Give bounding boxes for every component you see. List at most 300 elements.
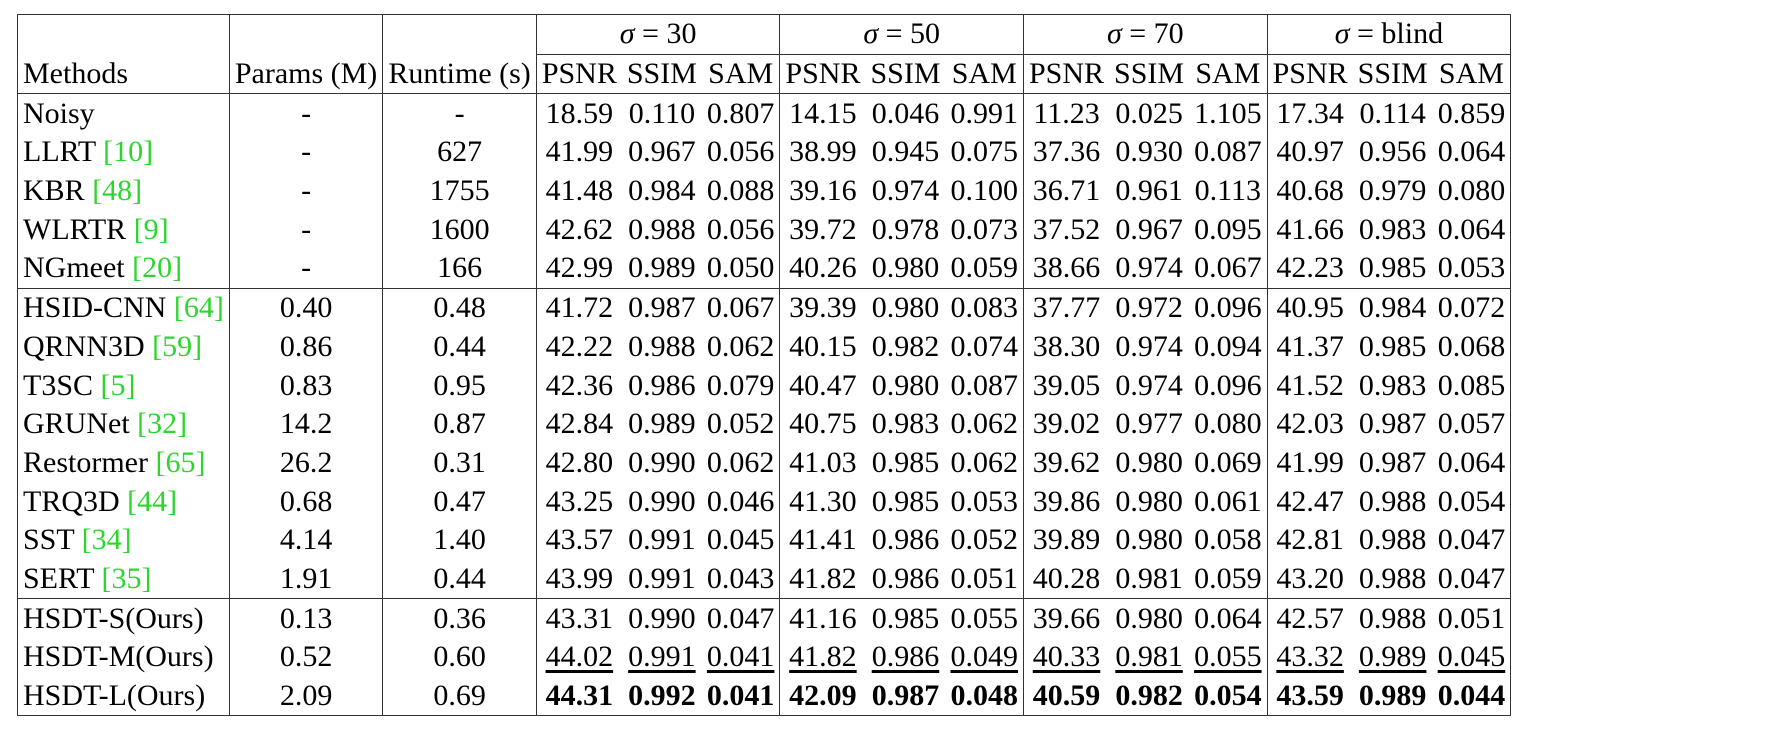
table-row [18, 172, 1511, 211]
citation-link[interactable]: [10] [103, 135, 154, 169]
runtime-cell: 627 [383, 133, 537, 172]
ssim-cell: 0.988 [1358, 523, 1427, 557]
sam-cell [946, 638, 1024, 677]
second-best-value: 0.981 [1115, 640, 1183, 674]
sam-cell: 0.051 [946, 560, 1024, 599]
second-best-value: 40.33 [1032, 640, 1101, 674]
method-name-cell [18, 599, 230, 638]
sam-cell: 0.113 [1189, 172, 1267, 211]
table-row [18, 328, 1511, 367]
params-cell: 0.40 [229, 288, 382, 327]
runtime-cell: 1.40 [383, 521, 537, 560]
second-best-value: 0.049 [950, 640, 1018, 674]
psnr-cell: 39.89 [1024, 521, 1110, 560]
citation-link[interactable]: [48] [92, 174, 143, 208]
second-best-value: 0.986 [871, 640, 940, 674]
ssim-cell: 0.984 [628, 174, 696, 208]
sam-cell: 0.094 [1189, 328, 1267, 367]
ssim-cell: 0.961 [1115, 174, 1183, 208]
second-best-value: 0.989 [1358, 640, 1427, 674]
psnr-cell: 14.15 [780, 94, 866, 133]
psnr-cell: 40.15 [780, 328, 866, 367]
second-best-value: 0.041 [706, 640, 775, 674]
sam-cell: 0.059 [946, 249, 1024, 288]
ssim-cell [1109, 638, 1189, 677]
psnr-cell: 39.72 [780, 210, 866, 249]
psnr-cell: 43.31 [536, 599, 622, 638]
psnr-cell: 42.03 [1267, 405, 1353, 444]
psnr-cell: 42.80 [536, 444, 622, 483]
ssim-cell: 0.974 [1115, 368, 1183, 402]
ssim-cell: 0.979 [1358, 174, 1427, 208]
method-name-cell [18, 328, 230, 367]
method-name: Restormer [23, 445, 156, 479]
header-psnr: PSNR [780, 54, 866, 94]
sam-cell: 0.064 [1433, 133, 1511, 172]
method-name-cell [18, 677, 230, 716]
ssim-cell: 0.990 [628, 484, 696, 518]
sam-cell: 0.073 [946, 210, 1024, 249]
ssim-cell: 0.988 [1353, 599, 1433, 638]
method-name-cell [18, 521, 230, 560]
ssim-cell [622, 638, 702, 677]
sam-cell: 0.074 [946, 328, 1024, 367]
sam-cell: 0.095 [1189, 210, 1267, 249]
psnr-cell: 39.86 [1024, 482, 1110, 521]
ssim-cell: 0.988 [1358, 561, 1427, 595]
second-best-value: 41.82 [789, 640, 857, 674]
second-best-value: 0.991 [628, 640, 696, 674]
ssim-cell: 0.980 [1115, 445, 1183, 479]
sam-cell: 0.047 [1433, 521, 1511, 560]
params-cell: 4.14 [229, 521, 382, 560]
sam-cell: 0.058 [1189, 521, 1267, 560]
sam-cell: 0.080 [1433, 172, 1511, 211]
citation-link[interactable]: [59] [152, 329, 203, 363]
runtime-cell: 1600 [383, 210, 537, 249]
method-name: SST [23, 523, 82, 557]
ssim-cell: 0.985 [865, 599, 945, 638]
runtime-cell: 0.44 [383, 560, 537, 599]
citation-link[interactable]: [20] [132, 251, 183, 285]
params-cell: 14.2 [229, 405, 382, 444]
sigma-value: = 50 [885, 17, 941, 51]
table-row [18, 210, 1511, 249]
sam-cell: 0.069 [1189, 444, 1267, 483]
sam-cell: 0.859 [1433, 94, 1511, 133]
params-cell: 0.68 [229, 482, 382, 521]
method-name-cell [18, 172, 230, 211]
runtime-cell: 0.87 [383, 405, 537, 444]
header-sigma-50 [780, 15, 1024, 55]
psnr-cell: 43.20 [1267, 560, 1353, 599]
sam-cell: 0.044 [1433, 677, 1511, 716]
header-empty-methods [18, 15, 230, 55]
sam-cell: 0.064 [1189, 599, 1267, 638]
ssim-cell: 0.989 [1353, 677, 1433, 716]
psnr-cell: 40.59 [1024, 677, 1110, 716]
psnr-cell: 43.57 [536, 521, 622, 560]
ssim-cell: 0.046 [865, 94, 945, 133]
ssim-cell: 0.991 [628, 561, 696, 595]
method-name: HSDT-S(Ours) [23, 601, 204, 635]
header-ssim: SSIM [1357, 57, 1428, 91]
header-ssim: SSIM [626, 57, 697, 91]
psnr-cell: 37.36 [1024, 133, 1110, 172]
ssim-cell: 0.980 [1115, 484, 1183, 518]
table-row [18, 444, 1511, 483]
sam-cell: 0.072 [1433, 288, 1511, 327]
psnr-cell: 42.99 [536, 249, 622, 288]
ssim-cell: 0.967 [1115, 212, 1183, 246]
header-psnr: PSNR [1024, 54, 1110, 94]
method-name-cell [18, 405, 230, 444]
psnr-cell: 37.52 [1024, 210, 1110, 249]
header-sigma-70 [1024, 15, 1268, 55]
method-name-cell [18, 560, 230, 599]
sam-cell: 0.067 [702, 288, 780, 327]
sam-cell: 0.055 [946, 599, 1024, 638]
psnr-cell: 41.99 [1267, 444, 1353, 483]
ssim-cell: 0.956 [1358, 135, 1427, 169]
sam-cell: 0.068 [1433, 328, 1511, 367]
ssim-cell: 0.986 [871, 523, 940, 557]
sam-cell [702, 638, 780, 677]
psnr-cell: 42.47 [1267, 482, 1353, 521]
sam-cell: 0.991 [946, 94, 1024, 133]
ssim-cell: 0.985 [1358, 329, 1427, 363]
psnr-cell: 41.37 [1267, 328, 1353, 367]
ssim-cell: 0.987 [865, 677, 945, 716]
ssim-cell: 0.985 [1358, 251, 1427, 285]
psnr-cell: 41.66 [1267, 210, 1353, 249]
sam-cell: 0.096 [1189, 288, 1267, 327]
runtime-cell: 0.48 [383, 288, 537, 327]
method-name-cell [18, 638, 230, 677]
ssim-cell: 0.990 [628, 445, 696, 479]
psnr-cell: 40.97 [1267, 133, 1353, 172]
citation-link[interactable]: [64] [173, 291, 224, 325]
ssim-cell: 0.985 [871, 484, 940, 518]
method-name: GRUNet [23, 407, 138, 441]
table-row [18, 521, 1511, 560]
sam-cell: 0.075 [946, 133, 1024, 172]
ssim-cell: 0.983 [1358, 212, 1427, 246]
sigma-symbol: σ [1334, 17, 1350, 51]
psnr-cell: 40.68 [1267, 172, 1353, 211]
ssim-cell: 0.974 [1115, 251, 1183, 285]
method-name: KBR [23, 174, 93, 208]
ssim-cell: 0.967 [628, 135, 696, 169]
ssim-cell: 0.983 [871, 407, 940, 441]
sam-cell: 0.064 [1433, 210, 1511, 249]
params-cell: 0.86 [229, 328, 382, 367]
method-name: Noisy [23, 96, 95, 130]
header-params: Params (M) [229, 54, 382, 94]
psnr-cell: 40.26 [780, 249, 866, 288]
psnr-cell: 39.05 [1024, 366, 1110, 405]
sigma-symbol: σ [619, 17, 635, 51]
ssim-cell: 0.988 [1358, 484, 1427, 518]
psnr-cell: 40.28 [1024, 560, 1110, 599]
ssim-cell: 0.980 [871, 368, 940, 402]
psnr-cell: 38.30 [1024, 328, 1110, 367]
params-cell: 26.2 [229, 444, 382, 483]
ssim-cell: 0.989 [628, 251, 696, 285]
sam-cell: 0.087 [1189, 133, 1267, 172]
psnr-cell: 41.52 [1267, 366, 1353, 405]
psnr-cell: 11.23 [1024, 94, 1110, 133]
sam-cell: 0.047 [702, 599, 780, 638]
params-cell: - [229, 210, 382, 249]
sam-cell: 0.807 [702, 94, 780, 133]
sam-cell: 0.052 [702, 405, 780, 444]
params-cell: 0.13 [229, 599, 382, 638]
params-cell: - [229, 172, 382, 211]
sam-cell: 0.054 [1433, 482, 1511, 521]
runtime-cell: - [383, 94, 537, 133]
sam-cell: 0.052 [946, 521, 1024, 560]
citation-link[interactable]: [32] [137, 407, 188, 441]
psnr-cell: 39.62 [1024, 444, 1110, 483]
header-row-sigma [18, 15, 1511, 55]
table-row [18, 366, 1511, 405]
ssim-cell: 0.987 [622, 288, 702, 327]
runtime-cell: 0.95 [383, 366, 537, 405]
sam-cell: 0.043 [702, 560, 780, 599]
method-name: SERT [23, 561, 102, 595]
sam-cell: 0.062 [702, 328, 780, 367]
ssim-cell: 0.977 [1115, 407, 1183, 441]
psnr-cell: 39.66 [1024, 599, 1110, 638]
sam-cell: 0.059 [1189, 560, 1267, 599]
table-row [18, 677, 1511, 716]
table-row [18, 599, 1511, 638]
method-name-cell [18, 366, 230, 405]
header-empty-runtime [383, 15, 537, 55]
header-methods: Methods [18, 54, 230, 94]
citation-link[interactable]: [65] [155, 445, 206, 479]
citation-link[interactable]: [35] [101, 561, 152, 595]
header-ssim: SSIM [1114, 57, 1185, 91]
params-cell: 0.52 [229, 638, 382, 677]
ssim-cell: 0.983 [1358, 368, 1427, 402]
table-row [18, 249, 1511, 288]
method-name: NGmeet [23, 251, 133, 285]
header-psnr: PSNR [1267, 54, 1353, 94]
runtime-cell: 0.60 [383, 638, 537, 677]
sigma-value: = 70 [1129, 17, 1184, 51]
method-name: QRNN3D [23, 329, 153, 363]
psnr-cell: 42.57 [1267, 599, 1353, 638]
ssim-cell: 0.989 [628, 407, 696, 441]
psnr-cell: 41.48 [536, 172, 622, 211]
second-best-value: 44.02 [545, 640, 614, 674]
ssim-cell: 0.974 [1115, 329, 1183, 363]
psnr-cell: 40.95 [1267, 288, 1353, 327]
sam-cell: 0.062 [946, 405, 1024, 444]
sam-cell: 0.050 [702, 249, 780, 288]
ssim-cell: 0.025 [1109, 94, 1189, 133]
sigma-symbol: σ [1106, 17, 1122, 51]
runtime-cell: 0.69 [383, 677, 537, 716]
params-cell: 2.09 [229, 677, 382, 716]
ssim-cell: 0.980 [865, 288, 945, 327]
sam-cell: 0.088 [702, 172, 780, 211]
sigma-value: = blind [1356, 17, 1444, 51]
ssim-cell: 0.981 [1115, 561, 1183, 595]
citation-link[interactable]: [5] [100, 368, 136, 402]
sam-cell [1433, 638, 1511, 677]
psnr-cell: 41.30 [780, 482, 866, 521]
psnr-cell: 43.59 [1267, 677, 1353, 716]
table-row [18, 288, 1511, 327]
psnr-cell: 39.16 [780, 172, 866, 211]
method-name: WLRTR [23, 212, 134, 246]
ssim-cell: 0.991 [628, 523, 696, 557]
ssim-cell: 0.980 [1109, 599, 1189, 638]
runtime-cell: 0.44 [383, 328, 537, 367]
method-name-cell [18, 482, 230, 521]
sam-cell: 0.096 [1189, 366, 1267, 405]
second-best-value: 0.055 [1194, 640, 1262, 674]
ssim-cell: 0.974 [871, 174, 940, 208]
method-name-cell [18, 210, 230, 249]
ssim-cell: 0.930 [1115, 135, 1183, 169]
header-sam: SAM [1189, 54, 1267, 94]
sam-cell: 0.067 [1189, 249, 1267, 288]
psnr-cell: 40.75 [780, 405, 866, 444]
sam-cell: 0.085 [1433, 366, 1511, 405]
psnr-cell: 42.09 [780, 677, 866, 716]
sam-cell [1189, 638, 1267, 677]
table-row [18, 560, 1511, 599]
ssim-cell: 0.110 [622, 94, 702, 133]
runtime-cell: 0.47 [383, 482, 537, 521]
citation-link[interactable]: [9] [133, 212, 169, 246]
ssim-cell [1353, 638, 1433, 677]
params-cell: 0.83 [229, 366, 382, 405]
ssim-cell: 0.990 [622, 599, 702, 638]
sam-cell: 0.047 [1433, 560, 1511, 599]
params-cell: - [229, 94, 382, 133]
results-table-container [17, 14, 1511, 716]
psnr-cell: 42.22 [536, 328, 622, 367]
sam-cell: 0.051 [1433, 599, 1511, 638]
ssim-cell: 0.992 [622, 677, 702, 716]
psnr-cell: 42.62 [536, 210, 622, 249]
ssim-cell: 0.978 [871, 212, 940, 246]
citation-link[interactable]: [44] [127, 484, 178, 518]
ssim-cell: 0.985 [871, 445, 940, 479]
sam-cell: 0.087 [946, 366, 1024, 405]
method-name-cell [18, 288, 230, 327]
sam-cell: 0.041 [702, 677, 780, 716]
ssim-cell: 0.980 [871, 251, 940, 285]
header-psnr: PSNR [536, 54, 622, 94]
psnr-cell: 41.16 [780, 599, 866, 638]
sam-cell: 0.053 [946, 482, 1024, 521]
psnr-cell: 18.59 [536, 94, 622, 133]
ssim-cell: 0.988 [628, 212, 696, 246]
psnr-cell: 39.02 [1024, 405, 1110, 444]
psnr-cell: 42.84 [536, 405, 622, 444]
psnr-cell: 41.41 [780, 521, 866, 560]
psnr-cell [780, 638, 866, 677]
params-cell: - [229, 133, 382, 172]
ssim-cell: 0.945 [871, 135, 940, 169]
ssim-cell: 0.987 [1358, 407, 1427, 441]
header-empty-params [229, 15, 382, 55]
sam-cell: 1.105 [1189, 94, 1267, 133]
table-row [18, 482, 1511, 521]
psnr-cell: 41.72 [536, 288, 622, 327]
table-row [18, 94, 1511, 133]
sam-cell: 0.045 [702, 521, 780, 560]
psnr-cell [536, 638, 622, 677]
method-name-cell [18, 94, 230, 133]
runtime-cell: 0.31 [383, 444, 537, 483]
sam-cell: 0.064 [1433, 444, 1511, 483]
method-name: HSID-CNN [23, 291, 174, 325]
psnr-cell: 36.71 [1024, 172, 1110, 211]
header-sigma-blind [1267, 15, 1511, 55]
header-sam: SAM [946, 54, 1024, 94]
sam-cell: 0.046 [702, 482, 780, 521]
table-row [18, 133, 1511, 172]
psnr-cell: 38.99 [780, 133, 866, 172]
ssim-cell: 0.988 [628, 329, 696, 363]
table-row [18, 405, 1511, 444]
method-name: TRQ3D [23, 484, 128, 518]
method-name: T3SC [23, 368, 101, 402]
ssim-cell: 0.972 [1109, 288, 1189, 327]
header-runtime: Runtime (s) [383, 54, 537, 94]
header-ssim: SSIM [870, 57, 941, 91]
sam-cell: 0.053 [1433, 249, 1511, 288]
method-name-cell [18, 444, 230, 483]
params-cell: 1.91 [229, 560, 382, 599]
sam-cell: 0.061 [1189, 482, 1267, 521]
ssim-cell: 0.986 [628, 368, 696, 402]
params-cell: - [229, 249, 382, 288]
citation-link[interactable]: [34] [81, 523, 132, 557]
header-sam: SAM [702, 54, 780, 94]
sigma-value: = 30 [642, 17, 697, 51]
ssim-cell: 0.986 [871, 561, 940, 595]
method-name-cell [18, 249, 230, 288]
table-row [18, 638, 1511, 677]
psnr-cell [1024, 638, 1110, 677]
psnr-cell: 41.82 [780, 560, 866, 599]
sam-cell: 0.062 [946, 444, 1024, 483]
ssim-cell: 0.982 [1109, 677, 1189, 716]
ssim-cell: 0.987 [1358, 445, 1427, 479]
second-best-value: 43.32 [1276, 640, 1344, 674]
sam-cell: 0.079 [702, 366, 780, 405]
psnr-cell: 38.66 [1024, 249, 1110, 288]
method-name-cell [18, 133, 230, 172]
ssim-cell: 0.984 [1353, 288, 1433, 327]
sam-cell: 0.057 [1433, 405, 1511, 444]
psnr-cell [1267, 638, 1353, 677]
method-name: HSDT-L(Ours) [23, 679, 206, 713]
header-sigma-30 [536, 15, 780, 55]
sam-cell: 0.080 [1189, 405, 1267, 444]
sam-cell: 0.048 [946, 677, 1024, 716]
psnr-cell: 42.23 [1267, 249, 1353, 288]
psnr-cell: 41.99 [536, 133, 622, 172]
